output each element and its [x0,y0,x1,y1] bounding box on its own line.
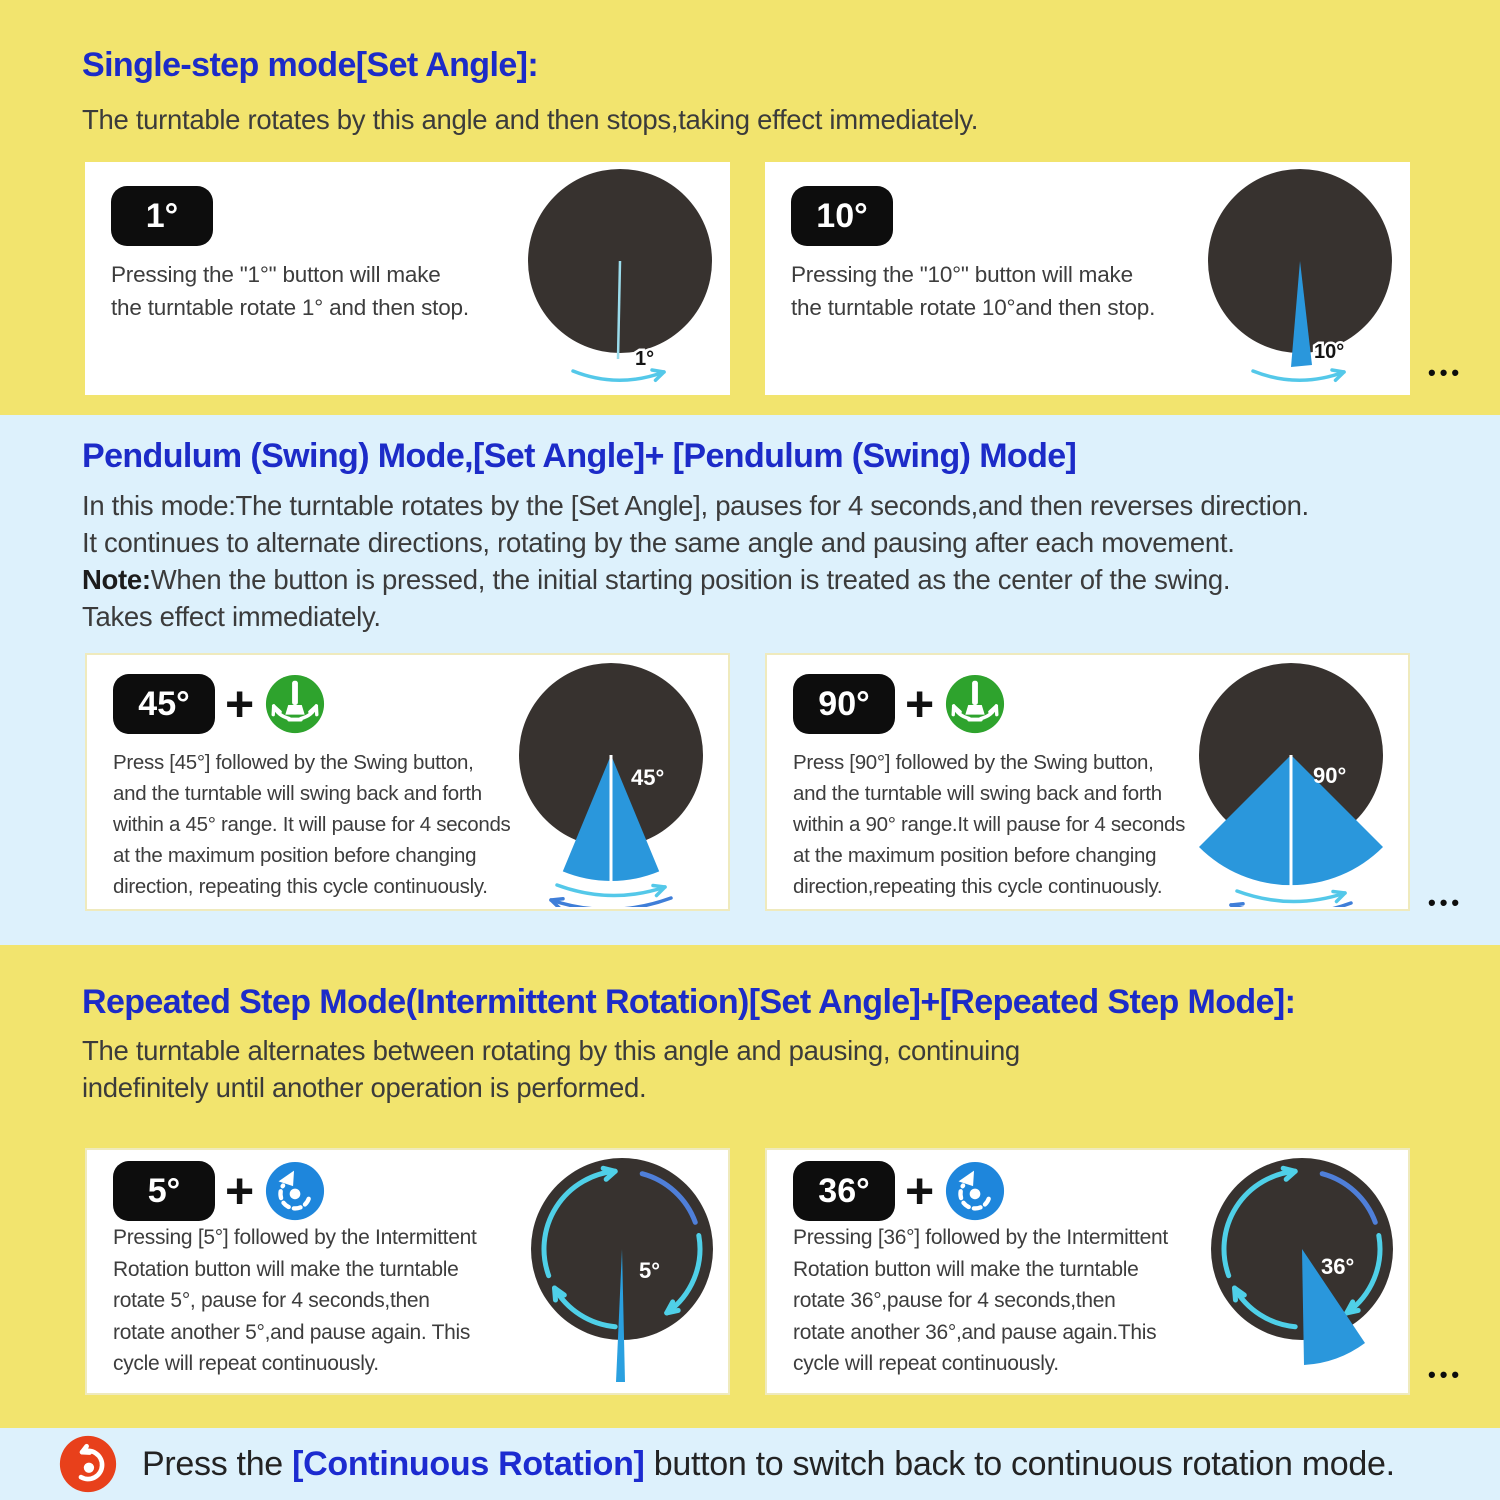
description-line: Press [45°] followed by the Swing button, [113,751,474,774]
diagram-angle-label: 45° [631,765,665,790]
card-5-degree [85,1148,730,1395]
card-description [793,747,1185,902]
description-line: rotate another 5°,and pause again. This [113,1320,471,1344]
description-line: Pressing [36°] followed by the Intermittent [793,1226,1168,1249]
turntable-diagram-36deg [1195,1152,1410,1394]
repeated-title: Repeated Step Mode(Intermittent Rotation)[Set Angle]+[Repeated Step Mode]: [82,983,1296,1021]
pendulum-intro-line: It continues to alternate directions, rotating by the same angle and pausing after each movement. [82,527,1235,558]
plus-sign: + [225,1163,255,1219]
turntable-diagram-10deg [1197,165,1402,391]
turntable-diagram-5deg [515,1152,730,1394]
swing-arrow-left [551,898,671,907]
footer-highlight: [Continuous Rotation] [292,1444,645,1483]
card-description [111,258,469,324]
note-label: Note: [82,564,151,595]
description-line: cycle will repeat continuously. [113,1352,379,1375]
description-line: within a 90° range.It will pause for 4 seconds [793,813,1186,836]
description-line: Press [90°] followed by the Swing button, [793,751,1154,774]
swing-arrow-right [1237,891,1345,902]
description-line: rotate another 36°,and pause again.This [793,1320,1157,1344]
description-line: at the maximum position before changing [113,844,477,867]
description-line: cycle will repeat continuously. [793,1352,1059,1375]
swing-arrow-right [557,885,665,896]
card-description [113,747,511,902]
turntable-diagram-90deg [1179,659,1404,907]
ellipsis: ••• [1428,1362,1464,1387]
angle-chip-10deg: 10° [791,186,893,246]
angle-chip-90deg: 90° [793,674,895,734]
card-36-degree [765,1148,1410,1395]
plus-sign: + [905,676,935,732]
description-line: direction,repeating this cycle continuously. [793,875,1163,898]
rotation-arrow [1253,371,1344,380]
description-line: and the turntable will swing back and forth [793,782,1162,805]
card-1-degree [85,162,730,395]
description-line: within a 45° range. It will pause for 4 seconds [113,813,511,836]
intermittent-rotation-icon [944,1160,1006,1222]
plus-sign: + [905,1163,935,1219]
card-10-degree [765,162,1410,395]
continuous-rotation-icon [58,1434,118,1494]
footer-suffix: button to switch back to continuous rotation mode. [644,1444,1395,1483]
diagram-angle-label: 36° [1321,1254,1355,1279]
angle-chip-5deg: 5° [113,1161,215,1221]
description-line: Pressing the "1°" button will make [111,262,441,287]
repeated-intro-line: The turntable alternates between rotating by this angle and pausing, continuing [82,1035,1020,1066]
repeated-intro-line: indefinitely until another operation is performed. [82,1072,647,1103]
diagram-angle-label: 1° [635,348,655,370]
swing-pendulum-icon [944,673,1006,735]
description-line: direction, repeating this cycle continuously. [113,875,488,898]
card-90-degree [765,653,1410,911]
plus-sign: + [225,676,255,732]
pendulum-note-line [82,564,1230,596]
card-description [793,1222,1168,1380]
description-line: Rotation button will make the turntable [793,1257,1139,1281]
angle-chip-36deg: 36° [793,1161,895,1221]
description-line: Pressing the "10°" button will make [791,262,1133,287]
rotation-arrow [573,371,664,380]
single-step-intro: The turntable rotates by this angle and then stops,taking effect immediately. [82,104,979,135]
angle-chip-1deg: 1° [111,186,213,246]
single-step-title: Single-step mode[Set Angle]: [82,46,539,84]
footer-prefix: Press the [142,1444,293,1483]
description-line: the turntable rotate 10°and then stop. [791,295,1156,320]
description-line: the turntable rotate 1° and then stop. [111,295,469,320]
angle-chip-45deg: 45° [113,674,215,734]
swing-pendulum-icon [264,673,326,735]
turntable-diagram-45deg [499,659,724,907]
card-45-degree [85,653,730,911]
swing-arrow-left [1231,903,1351,907]
description-line: rotate 5°, pause for 4 seconds,then [113,1289,430,1312]
footer-text [142,1445,1395,1484]
description-line: rotate 36°,pause for 4 seconds,then [793,1289,1116,1312]
pendulum-title: Pendulum (Swing) Mode,[Set Angle]+ [Pendulum (Swing) Mode] [82,437,1077,475]
intermittent-rotation-icon [264,1160,326,1222]
description-line: Rotation button will make the turntable [113,1257,459,1281]
description-line: and the turntable will swing back and forth [113,782,482,805]
card-description [113,1222,476,1380]
ellipsis: ••• [1428,360,1464,385]
diagram-angle-label: 10° [1314,341,1345,363]
footer [0,1428,1500,1500]
diagram-angle-label: 90° [1313,763,1347,788]
description-line: Pressing [5°] followed by the Intermittent [113,1226,477,1249]
pendulum-intro-line: In this mode:The turntable rotates by the [Set Angle], pauses for 4 seconds,and then reverses direction. [82,490,1309,521]
diagram-angle-label: 5° [639,1258,661,1283]
note-text: When the button is pressed, the initial starting position is treated as the center of the swing. [150,564,1231,595]
card-description [791,258,1155,324]
ellipsis: ••• [1428,890,1464,915]
description-line: at the maximum position before changing [793,844,1157,867]
pendulum-intro-line: Takes effect immediately. [82,601,381,632]
turntable-diagram-1deg [517,165,722,391]
